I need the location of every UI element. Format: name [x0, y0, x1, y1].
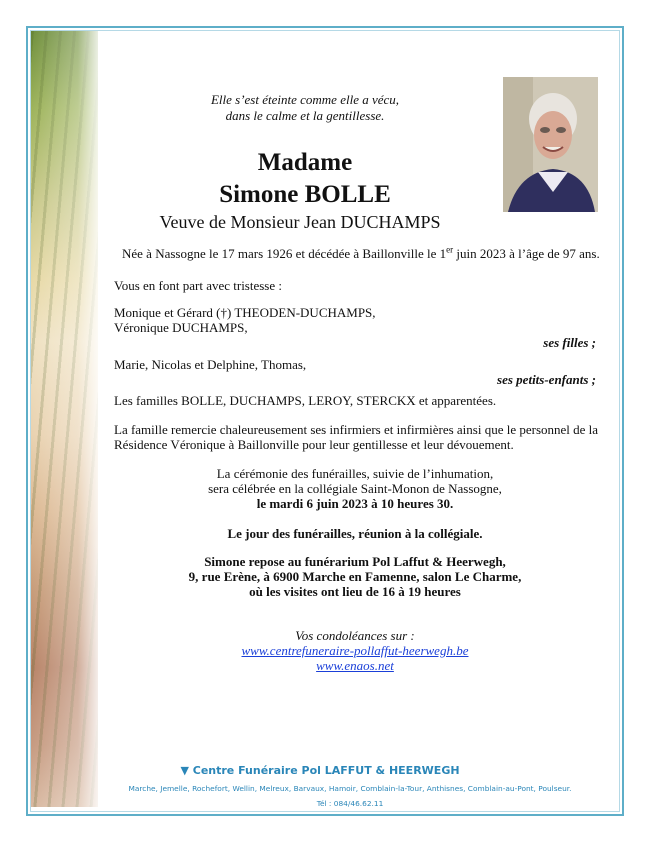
deceased-name: Simone BOLLE	[219, 181, 391, 208]
widow-of: Veuve de Monsieur Jean DUCHAMPS	[159, 212, 441, 232]
daughters-line: Monique et Gérard (†) THEODEN-DUCHAMPS,	[114, 305, 376, 320]
daughters-label: ses filles ;	[543, 335, 596, 350]
funerarium-address: 9, rue Erène, à 6900 Marche en Famenne, salon Le Charme,	[188, 569, 522, 584]
ceremony-line: La cérémonie des funérailles, suivie de l’inhumation,	[216, 466, 494, 481]
thanks-line: Résidence Véronique à Baillonville pour leur gentillesse et leur dévouement.	[114, 437, 514, 452]
quote-line: Elle s’est éteinte comme elle a vécu,	[210, 92, 400, 107]
grandchildren-line: Marie, Nicolas et Delphine, Thomas,	[114, 357, 307, 372]
forest-path-image	[31, 31, 98, 807]
visiting-hours: où les visites ont lieu de 16 à 19 heures	[249, 584, 461, 599]
ceremony-line: sera célébrée en la collégiale Saint-Monon de Nassogne,	[208, 481, 502, 496]
ceremony-date: le mardi 6 juin 2023 à 10 heures 30.	[256, 496, 454, 511]
thanks-line: La famille remercie chaleureusement ses infirmiers et infirmières ainsi que le personnel de la	[114, 422, 599, 437]
meeting-info: Le jour des funérailles, réunion à la collégiale.	[227, 526, 483, 541]
families-line: Les familles BOLLE, DUCHAMPS, LEROY, STERCKX et apparentées.	[114, 393, 497, 408]
condolences-label: Vos condoléances sur :	[295, 628, 415, 643]
birth-death-info: Née à Nassogne le 17 mars 1926 et décédée à Baillonville le 1er juin 2023 à l’âge de 97 ans.	[122, 244, 600, 261]
footer-company	[100, 764, 540, 777]
portrait-photo	[503, 77, 598, 212]
triangle-down-icon: ▼	[180, 764, 189, 777]
footer-towns: Marche, Jemelle, Rochefort, Wellin, Melreux, Barvaux, Hamoir, Comblain-la-Tour, Anthisnes, Comblain-au-Pont, Poulseur.	[128, 784, 572, 793]
condolences-link-funeral-center[interactable]: www.centrefuneraire-pollaffut-heerwegh.be	[241, 643, 469, 658]
grandchildren-label: ses petits-enfants ;	[497, 372, 596, 387]
footer-telephone: Tél : 084/46.62.11	[316, 799, 384, 808]
condolences-link-enaos[interactable]: www.enaos.net	[316, 658, 394, 673]
announcement-intro: Vous en font part avec tristesse :	[114, 278, 282, 293]
daughters-line: Véronique DUCHAMPS,	[114, 320, 248, 335]
deceased-title: Madame	[257, 149, 353, 176]
footer-company-name: Centre Funéraire Pol LAFFUT & HEERWEGH	[192, 764, 460, 777]
funerarium-line: Simone repose au funérarium Pol Laffut & Heerwegh,	[204, 554, 506, 569]
quote-line: dans le calme et la gentillesse.	[225, 108, 385, 123]
opening-quote	[150, 92, 460, 124]
